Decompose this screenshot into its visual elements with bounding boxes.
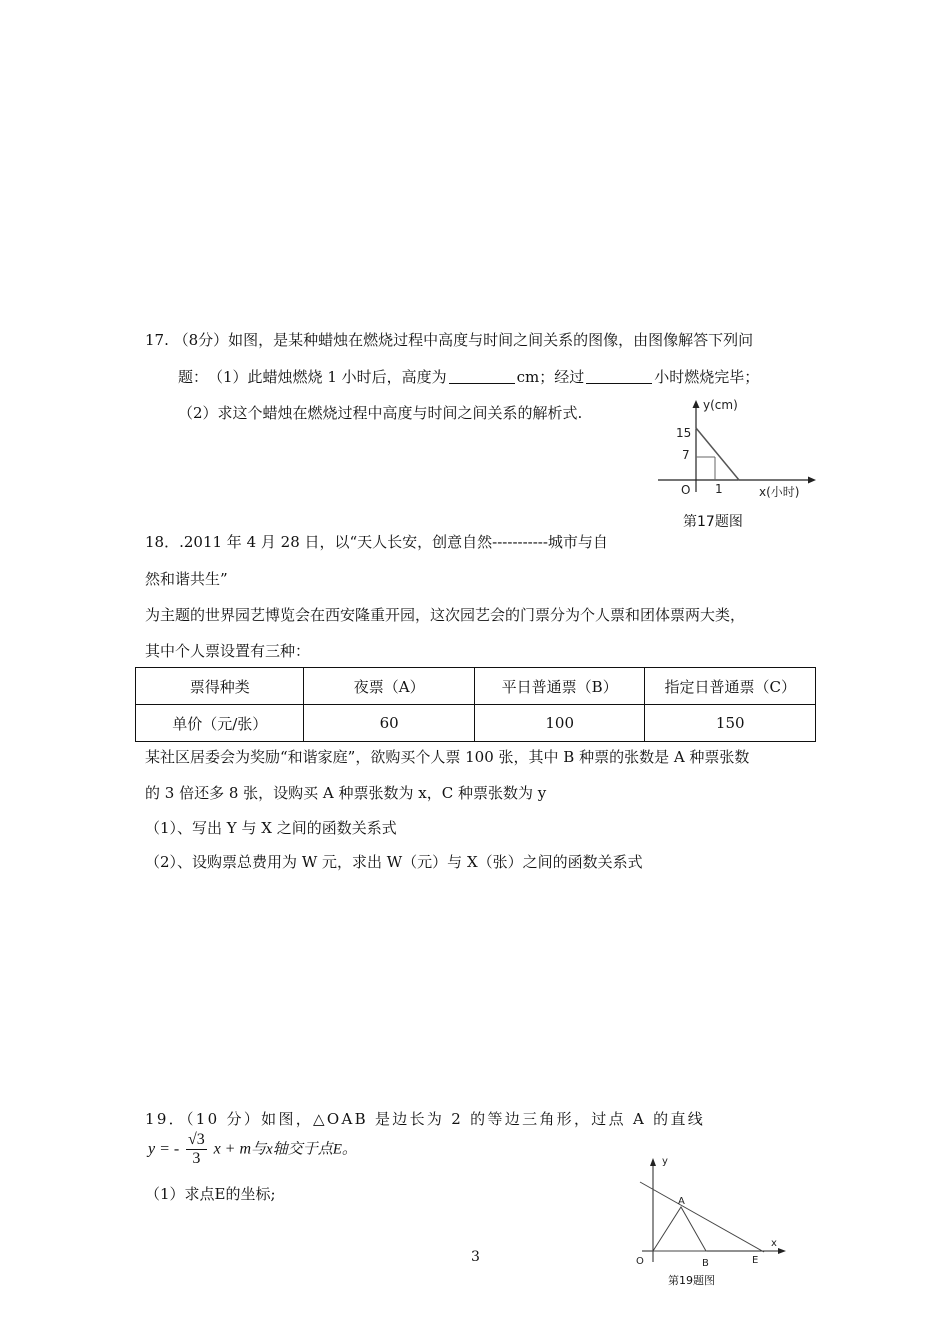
table-header-designated: 指定日普通票（C） bbox=[645, 668, 816, 705]
equation-denominator: 3 bbox=[192, 1150, 201, 1167]
q17-line3: （2）求这个蜡烛在燃烧过程中高度与时间之间关系的解析式. bbox=[178, 404, 583, 422]
q18-line6: 的 3 倍还多 8 张，设购买 A 种票张数为 x，C 种票张数为 y bbox=[145, 784, 547, 802]
q18-line8: （2）、设购票总费用为 W 元，求出 W（元）与 X（张）之间的函数关系式 bbox=[145, 853, 643, 871]
q17-x-axis-label: x(小时) bbox=[759, 485, 800, 499]
answer-blank-height[interactable] bbox=[449, 369, 515, 384]
table-header-row bbox=[136, 668, 816, 705]
q18-line3: 为主题的世界园艺博览会在西安隆重开园，这次园艺会的门票分为个人票和团体票两大类， bbox=[145, 606, 746, 624]
q17-line2-c: 小时燃烧完毕； bbox=[654, 368, 760, 386]
equation-numerator: √3 bbox=[188, 1131, 205, 1148]
q17-figure-caption: 第17题图 bbox=[683, 514, 743, 530]
page-number: 3 bbox=[471, 1249, 480, 1265]
equation-lhs: y = - bbox=[148, 1140, 180, 1158]
q18-line2: 然和谐共生” bbox=[145, 570, 228, 588]
q17-y-axis-label: y(cm) bbox=[703, 398, 738, 412]
q17-x-tick-1: 1 bbox=[715, 482, 723, 496]
ticket-price-table bbox=[135, 667, 816, 742]
q17-y-tick-7: 7 bbox=[682, 448, 690, 462]
equation-fraction bbox=[186, 1131, 207, 1168]
q19-x-label: x bbox=[771, 1238, 777, 1249]
q19-figure-caption: 第19题图 bbox=[668, 1274, 715, 1287]
q18-line1: 18．.2011 年 4 月 28 日，以“天人长安，创意自然-----------城市与自 bbox=[145, 533, 608, 551]
q17-line2-b: cm；经过 bbox=[516, 368, 585, 386]
q18-line5: 某社区居委会为奖励“和谐家庭”，欲购买个人票 100 张，其中 B 种票的张数是 A 种票张数 bbox=[145, 748, 750, 766]
q17-line2-a: 题： （1）此蜡烛燃烧 1 小时后，高度为 bbox=[178, 368, 447, 386]
table-header-night: 夜票（A） bbox=[304, 668, 475, 705]
q17-figure bbox=[650, 392, 840, 542]
q19-point-a: A bbox=[678, 1196, 685, 1207]
table-row bbox=[136, 705, 816, 742]
q19-point-e: E bbox=[752, 1255, 759, 1266]
q17-line1: 17. （8分）如图，是某种蜡烛在燃烧过程中高度与时间之间关系的图像，由图像解答下列问 bbox=[145, 331, 754, 349]
q18-line7: （1）、写出 Y 与 X 之间的函数关系式 bbox=[145, 819, 397, 837]
table-row-label: 单价（元/张） bbox=[136, 705, 304, 742]
q19-point-b: B bbox=[702, 1258, 709, 1269]
answer-blank-hours[interactable] bbox=[586, 369, 652, 384]
equation-rest: x + m bbox=[213, 1140, 252, 1158]
q17-origin-label: O bbox=[681, 483, 691, 497]
table-header-ticket-type: 票得种类 bbox=[136, 668, 304, 705]
table-header-weekday: 平日普通票（B） bbox=[474, 668, 645, 705]
q19-line3: （1）求点E的坐标; bbox=[145, 1185, 276, 1203]
q17-line2 bbox=[178, 366, 759, 387]
q19-figure bbox=[620, 1150, 800, 1295]
price-night: 60 bbox=[304, 705, 475, 742]
q18-line4: 其中个人票设置有三种： bbox=[145, 642, 311, 660]
price-weekday: 100 bbox=[474, 705, 645, 742]
q19-y-label: y bbox=[662, 1156, 668, 1167]
price-designated: 150 bbox=[645, 705, 816, 742]
q19-line1: 19．（10 分）如图，△OAB 是边长为 2 的等边三角形，过点 A 的直线 bbox=[145, 1110, 706, 1128]
q19-equation bbox=[148, 1131, 357, 1168]
q19-origin-label: O bbox=[636, 1256, 644, 1267]
equation-tail: 与x轴交于点E。 bbox=[251, 1141, 357, 1158]
q17-y-tick-15: 15 bbox=[676, 426, 692, 440]
